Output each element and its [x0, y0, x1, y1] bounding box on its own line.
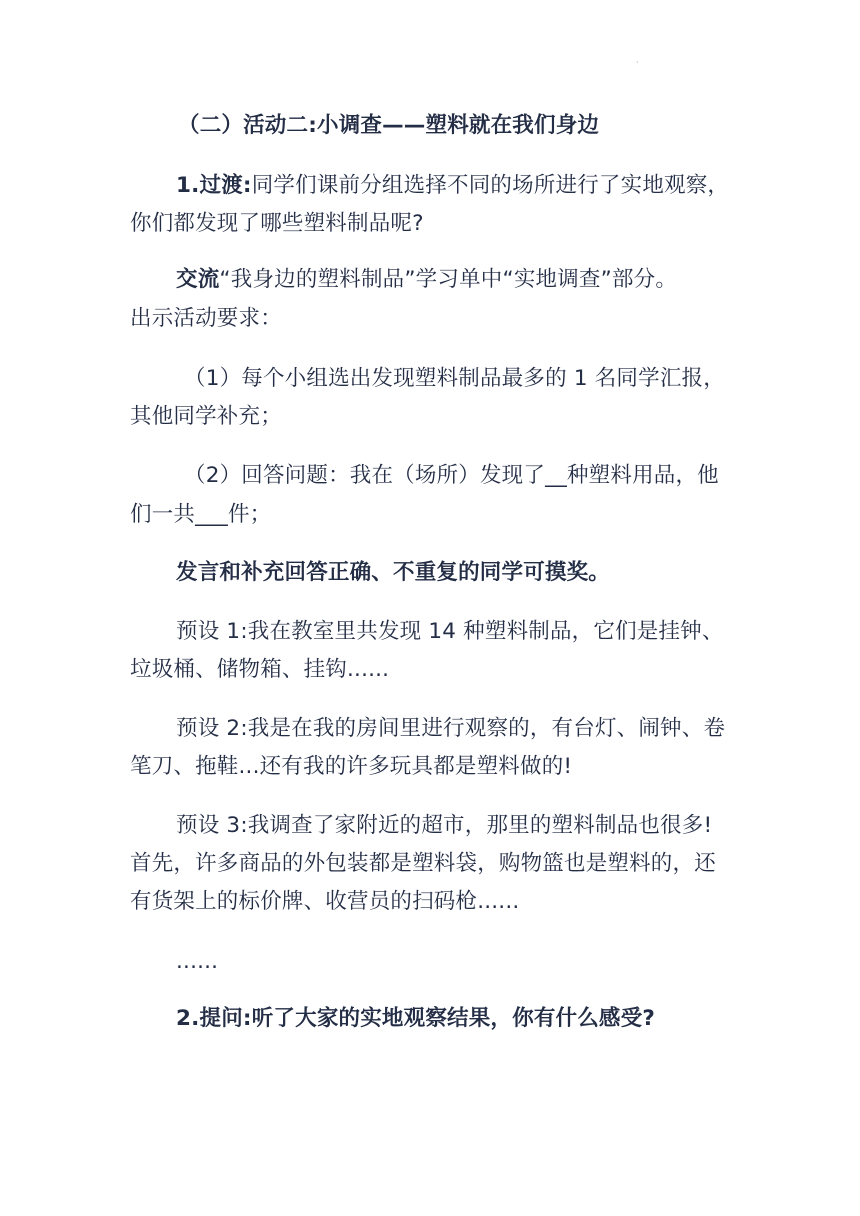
paragraph-transition-line1	[176, 171, 729, 201]
requirement-1-line1: （1）每个小组选出发现塑料制品最多的 1 名同学汇报，	[184, 366, 725, 391]
reward-note: 发言和补充回答正确、不重复的同学可摸奖。	[176, 560, 611, 585]
transition-text: 同学们课前分组选择不同的场所进行了实地观察，	[251, 173, 730, 198]
preset-2-line1: 预设 2:我是在我的房间里进行观察的，有台灯、闹钟、卷	[176, 716, 726, 741]
paragraph-transition-line2: 你们都发现了哪些塑料制品呢?	[130, 211, 424, 236]
requirement-1-line2: 其他同学补充；	[130, 404, 282, 429]
preset-3-line3: 有货架上的标价牌、收营员的扫码枪......	[130, 889, 520, 914]
paragraph-exchange-line1	[176, 265, 677, 295]
exchange-text: “我身边的塑料制品”学习单中“实地调查”部分。	[219, 267, 678, 292]
preset-3-line1: 预设 3:我调查了家附近的超市，那里的塑料制品也很多!	[176, 813, 713, 838]
transition-lead: 1.过渡:	[176, 173, 252, 198]
paragraph-exchange-line2: 出示活动要求：	[130, 306, 282, 331]
question-line: 2.提问:听了大家的实地观察结果，你有什么感受?	[176, 1006, 655, 1031]
exchange-lead: 交流	[176, 267, 220, 292]
corner-mark: ·	[636, 58, 639, 67]
ellipsis-line: ......	[176, 949, 219, 974]
requirement-2-line2: 们一共___件；	[130, 502, 272, 527]
preset-2-line2: 笔刀、拖鞋...还有我的许多玩具都是塑料做的!	[130, 754, 573, 779]
preset-1-line1: 预设 1:我在教室里共发现 14 种塑料制品，它们是挂钟、	[176, 619, 724, 644]
preset-1-line2: 垃圾桶、储物箱、挂钩......	[130, 657, 390, 682]
section-heading: （二）活动二:小调查——塑料就在我们身边	[178, 113, 600, 138]
requirement-2-line1: （2）回答问题：我在（场所）发现了__种塑料用品，他	[184, 463, 719, 488]
preset-3-line2: 首先，许多商品的外包装都是塑料袋，购物篮也是塑料的，还	[130, 851, 716, 876]
